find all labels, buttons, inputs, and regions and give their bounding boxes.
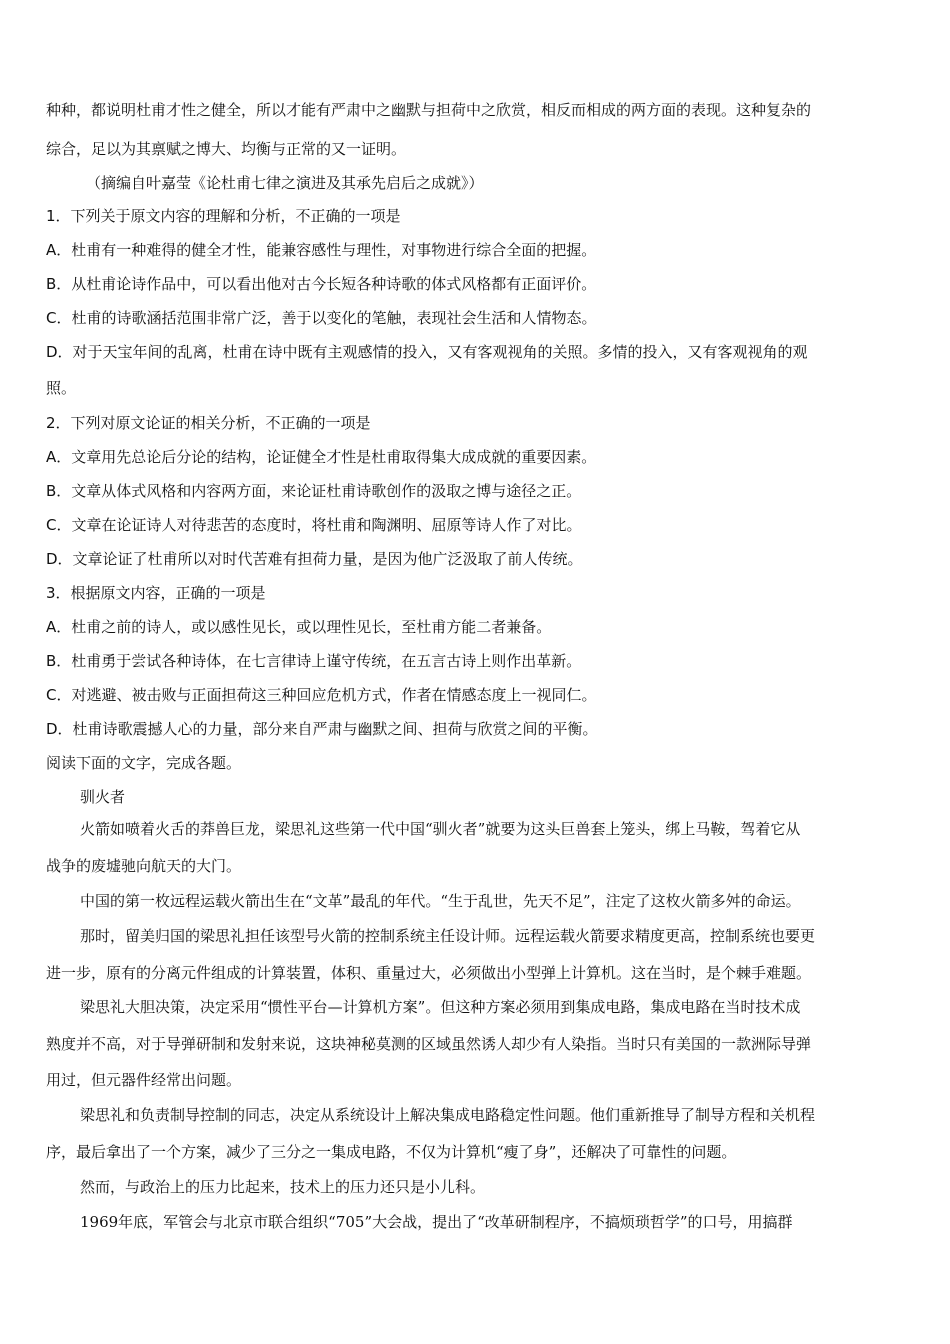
question-1-stem: 1．下列关于原文内容的理解和分析，不正确的一项是 bbox=[46, 207, 401, 225]
question-3-stem: 3．根据原文内容，正确的一项是 bbox=[46, 584, 266, 602]
passage2-line: 中国的第一枚远程运载火箭出生在“文革”最乱的年代。“生于乱世，先天不足”，注定了这枚火箭多舛的命运。 bbox=[80, 892, 801, 910]
question-3-option-a: A．杜甫之前的诗人，或以感性见长，或以理性见长，至杜甫方能二者兼备。 bbox=[46, 618, 552, 636]
question-3-option-c: C．对逃避、被击败与正面担荷这三种回应危机方式，作者在情感态度上一视同仁。 bbox=[46, 686, 597, 704]
passage2-line: 进一步，原有的分离元件组成的计算装置，体积、重量过大，必须做出小型弹上计算机。这在当时，是个棘手难题。 bbox=[46, 964, 812, 982]
question-1-option-d: D．对于天宝年间的乱离，杜甫在诗中既有主观感情的投入，又有客观视角的关照。多情的投入，又有客观视角的观 bbox=[46, 343, 808, 361]
reading-instruction: 阅读下面的文字，完成各题。 bbox=[46, 754, 242, 772]
passage2-line: 梁思礼大胆决策，决定采用“惯性平台—计算机方案”。但这种方案必须用到集成电路，集成电路在当时技术成 bbox=[80, 998, 801, 1016]
question-2-option-c: C．文章在论证诗人对待悲苦的态度时，将杜甫和陶渊明、屈原等诗人作了对比。 bbox=[46, 516, 582, 534]
question-2-option-a: A．文章用先总论后分论的结构，论证健全才性是杜甫取得集大成成就的重要因素。 bbox=[46, 448, 597, 466]
question-1-option-c: C．杜甫的诗歌涵括范围非常广泛，善于以变化的笔触，表现社会生活和人情物态。 bbox=[46, 309, 597, 327]
passage2-line: 熟度并不高，对于导弹研制和发射来说，这块神秘莫测的区域虽然诱人却少有人染指。当时只有美国的一款洲际导弹 bbox=[46, 1035, 812, 1053]
source-citation: （摘编自叶嘉莹《论杜甫七律之演进及其承先启后之成就》） bbox=[86, 174, 484, 192]
question-1-option-a: A．杜甫有一种难得的健全才性，能兼容感性与理性，对事物进行综合全面的把握。 bbox=[46, 241, 597, 259]
passage2-line: 梁思礼和负责制导控制的同志，决定从系统设计上解决集成电路稳定性问题。他们重新推导了制导方程和关机程 bbox=[80, 1106, 816, 1124]
passage2-line: 1969年底，军管会与北京市联合组织“705”大会战，提出了“改革研制程序，不搞烦琐哲学”的口号，用搞群 bbox=[80, 1213, 793, 1231]
question-3-option-b: B．杜甫勇于尝试各种诗体，在七言律诗上谨守传统，在五言古诗上则作出革新。 bbox=[46, 652, 582, 670]
passage2-line: 战争的废墟驰向航天的大门。 bbox=[46, 857, 242, 875]
passage2-line: 用过，但元器件经常出问题。 bbox=[46, 1071, 242, 1089]
passage2-title: 驯火者 bbox=[80, 788, 126, 806]
passage2-line: 火箭如喷着火舌的莽兽巨龙，梁思礼这些第一代中国“驯火者”就要为这头巨兽套上笼头，绑上马鞍，驾着它从 bbox=[80, 820, 801, 838]
question-2-stem: 2．下列对原文论证的相关分析，不正确的一项是 bbox=[46, 414, 371, 432]
passage2-line: 然而，与政治上的压力比起来，技术上的压力还只是小儿科。 bbox=[80, 1178, 486, 1196]
question-2-option-d: D．文章论证了杜甫所以对时代苦难有担荷力量，是因为他广泛汲取了前人传统。 bbox=[46, 550, 583, 568]
passage1-line: 综合，足以为其禀赋之博大、均衡与正常的又一证明。 bbox=[46, 140, 407, 158]
passage2-line: 序，最后拿出了一个方案，减少了三分之一集成电路，不仅为计算机“瘦了身”，还解决了可靠性的问题。 bbox=[46, 1143, 737, 1161]
question-1-option-b: B．从杜甫论诗作品中，可以看出他对古今长短各种诗歌的体式风格都有正面评价。 bbox=[46, 275, 597, 293]
question-2-option-b: B．文章从体式风格和内容两方面，来论证杜甫诗歌创作的汲取之博与途径之正。 bbox=[46, 482, 582, 500]
passage2-line: 那时，留美归国的梁思礼担任该型号火箭的控制系统主任设计师。远程运载火箭要求精度更高，控制系统也要更 bbox=[80, 927, 816, 945]
question-1-option-d-cont: 照。 bbox=[46, 379, 77, 397]
passage1-line: 种种，都说明杜甫才性之健全，所以才能有严肃中之幽默与担荷中之欣赏，相反而相成的两方面的表现。这种复杂的 bbox=[46, 101, 812, 119]
question-3-option-d: D．杜甫诗歌震撼人心的力量，部分来自严肃与幽默之间、担荷与欣赏之间的平衡。 bbox=[46, 720, 598, 738]
